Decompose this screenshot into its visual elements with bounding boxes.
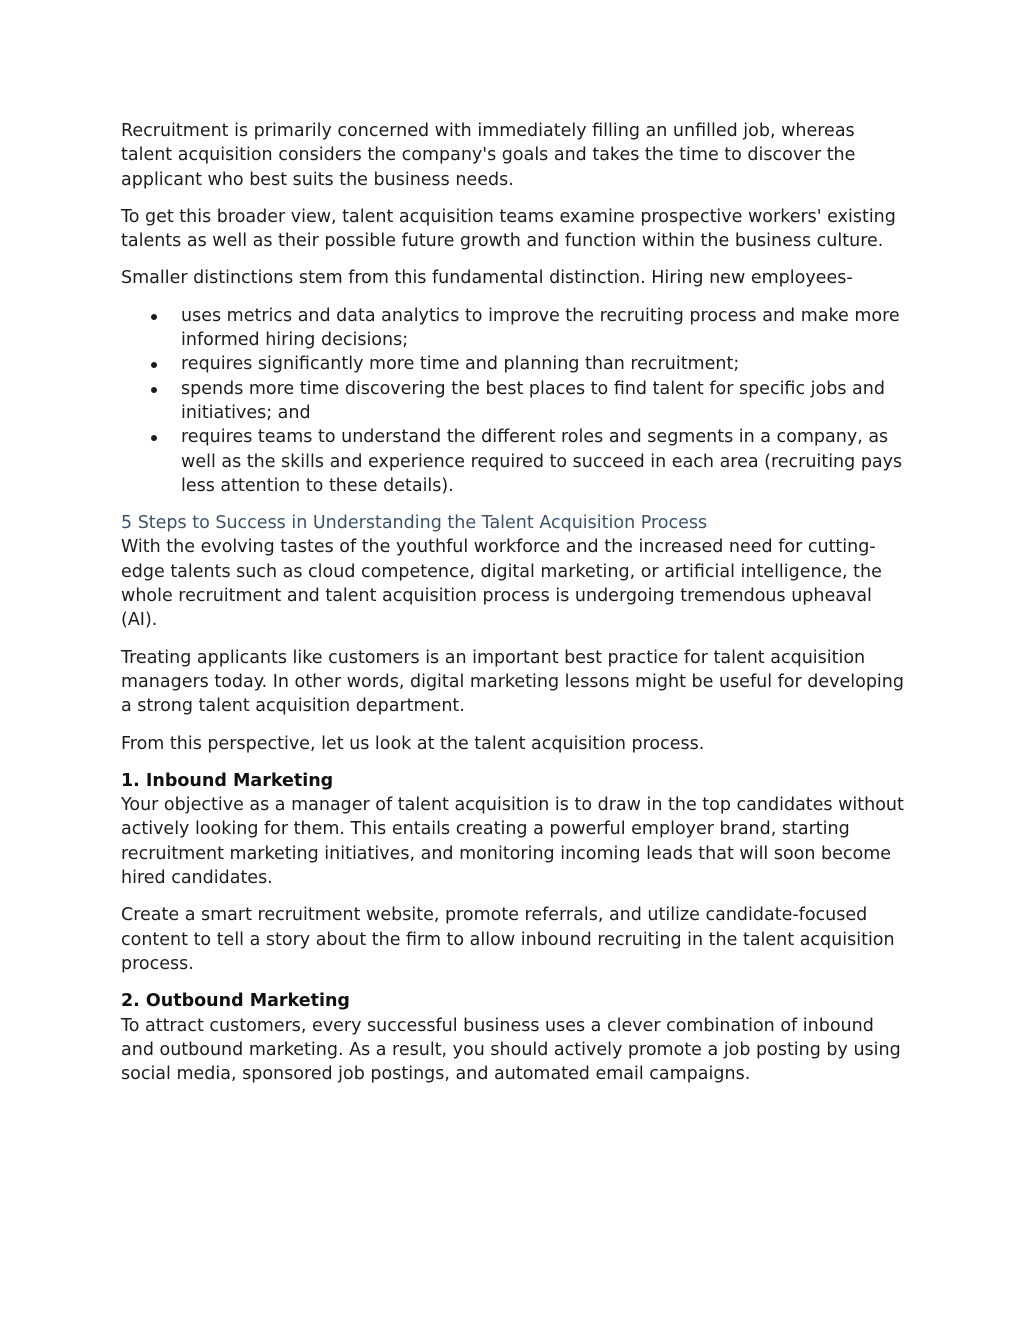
bullet-icon — [151, 387, 157, 393]
bullet-icon — [151, 362, 157, 368]
intro-paragraph-2: To get this broader view, talent acquisition teams examine prospective workers' existing talents as well as their possible future growth and function within the business culture. — [121, 206, 896, 252]
list-item-text: requires teams to understand the different roles and segments in a company, as well as the skills and experience required to succeed in each area (recruiting pays less attention to these details). — [181, 427, 903, 496]
step-paragraph: Create a smart recruitment website, promote referrals, and utilize candidate-focused content to tell a story about the firm to allow inbound recruiting in the talent acquisition process. — [121, 905, 895, 974]
differences-list — [121, 304, 911, 498]
step-heading-outbound: 2. Outbound Marketing — [121, 991, 350, 1012]
list-item — [121, 304, 911, 353]
step-paragraph: To attract customers, every successful business uses a clever combination of inbound and outbound marketing. As a result, you should actively promote a job posting by using social media, sponsored job postings, and automated email campaigns. — [121, 1015, 901, 1085]
step-heading-inbound: 1. Inbound Marketing — [121, 770, 334, 791]
list-item — [121, 377, 911, 426]
list-item-text: uses metrics and data analytics to improve the recruiting process and make more informed hiring decisions; — [181, 305, 900, 351]
bullet-icon — [151, 314, 157, 320]
intro-paragraph-1: Recruitment is primarily concerned with immediately filling an unfilled job, whereas talent acquisition considers the company's goals and takes the time to discover the applicant who best suits the business needs. — [121, 121, 856, 190]
section-heading: 5 Steps to Success in Understanding the Talent Acquisition Process — [121, 513, 708, 534]
list-item — [121, 352, 911, 376]
list-item — [121, 425, 911, 498]
section-paragraph-3: From this perspective, let us look at the talent acquisition process. — [121, 733, 705, 754]
section-paragraph-1: With the evolving tastes of the youthful workforce and the increased need for cutting-edge talents such as cloud competence, digital marketing, or artificial intelligence, the whole recruitment and talent acquisition process is undergoing tremendous upheaval (AI). — [121, 537, 882, 631]
list-item-text: requires significantly more time and planning than recruitment; — [181, 354, 740, 375]
bullet-icon — [151, 435, 157, 441]
list-item-text: spends more time discovering the best places to find talent for specific jobs and initiatives; and — [181, 378, 885, 423]
section-paragraph-2: Treating applicants like customers is an important best practice for talent acquisition managers today. In other words, digital marketing lessons might be useful for developing a strong talent acquisition department. — [121, 647, 904, 717]
intro-paragraph-3: Smaller distinctions stem from this fundamental distinction. Hiring new employees- — [121, 268, 853, 289]
step-paragraph: Your objective as a manager of talent acquisition is to draw in the top candidates without actively looking for them. This entails creating a powerful employer brand, starting recruitment marketing initiatives, and monitoring incoming leads that will soon become hired candidates. — [121, 795, 904, 889]
document-page — [121, 119, 911, 1099]
